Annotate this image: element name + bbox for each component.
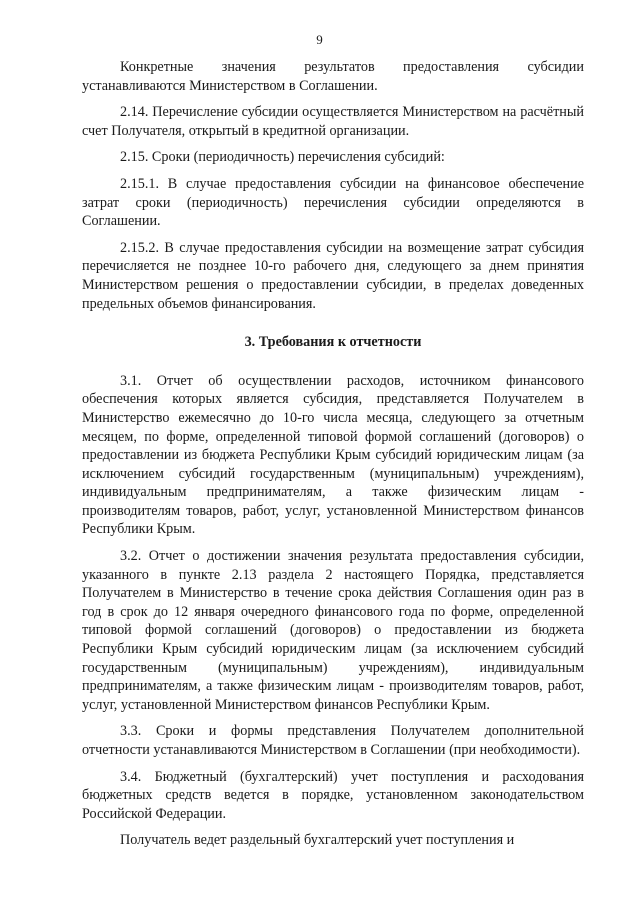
paragraph: Конкретные значения результатов предоставления субсидии устанавливаются Министерством в Соглашении. bbox=[82, 59, 584, 94]
paragraph: 2.15.1. В случае предоставления субсидии на финансовое обеспечение затрат сроки (периодичность) перечисления субсидии определяются в Соглашении. bbox=[82, 175, 584, 230]
paragraph: Получатель ведет раздельный бухгалтерский учет поступления и bbox=[120, 832, 515, 849]
section-heading: 3. Требования к отчетности bbox=[244, 334, 422, 351]
paragraph: 3.4. Бюджетный (бухгалтерский) учет поступления и расходования бюджетных средств ведется в порядке, установленном законодательством Российской Федерации. bbox=[82, 768, 584, 822]
paragraph: 2.14. Перечисление субсидии осуществляется Министерством на расчётный счет Получателя, открытый в кредитной организации. bbox=[82, 104, 584, 139]
document-body bbox=[82, 58, 584, 858]
page-number: 9 bbox=[316, 32, 323, 47]
paragraph: 2.15.2. В случае предоставления субсидии на возмещение затрат субсидия перечисляется не позднее 10-го рабочего дня, следующего за днем принятия Министерством решения о предоставлении субсидии, в пределах доведенных предельных объемов финансирования. bbox=[82, 239, 584, 312]
paragraph: 2.15. Сроки (периодичность) перечисления субсидий: bbox=[120, 149, 445, 166]
paragraph: 3.1. Отчет об осуществлении расходов, источником финансового обеспечения которых является субсидия, представляется Получателем в Министерство ежемесячно до 10-го числа месяца, следующего за отчетным месяцем, по форме, определенной типовой формой соглашений (договоров) о предоставлении из бюджета Республики Крым субсидий юридическим лицам (за исключением субсидий государственным (муниципальным) учреждениям), индивидуальным предпринимателям, а также физическим лицам - производителям товаров, работ, услуг, установленной Министерством финансов Республики Крым. bbox=[82, 372, 584, 538]
paragraph: 3.2. Отчет о достижении значения результата предоставления субсидии, указанного в пункте 2.13 раздела 2 настоящего Порядка, представляется Получателем в Министерство в течение срока действия Соглашения один раз в год в срок до 12 января очередного финансового года по форме, определенной типовой формой соглашений (договоров) о предоставлении из бюджета Республики Крым субсидий юридическим лицам (за исключением субсидий государственным (муниципальным) учреждениям), индивидуальным предпринимателям, а также физическим лицам - производителям товаров, работ, услуг, установленной Министерством финансов Республики Крым. bbox=[82, 548, 584, 713]
paragraph: 3.3. Сроки и формы представления Получателем дополнительной отчетности устанавливаются Министерством в Соглашении (при необходимости). bbox=[82, 723, 584, 758]
